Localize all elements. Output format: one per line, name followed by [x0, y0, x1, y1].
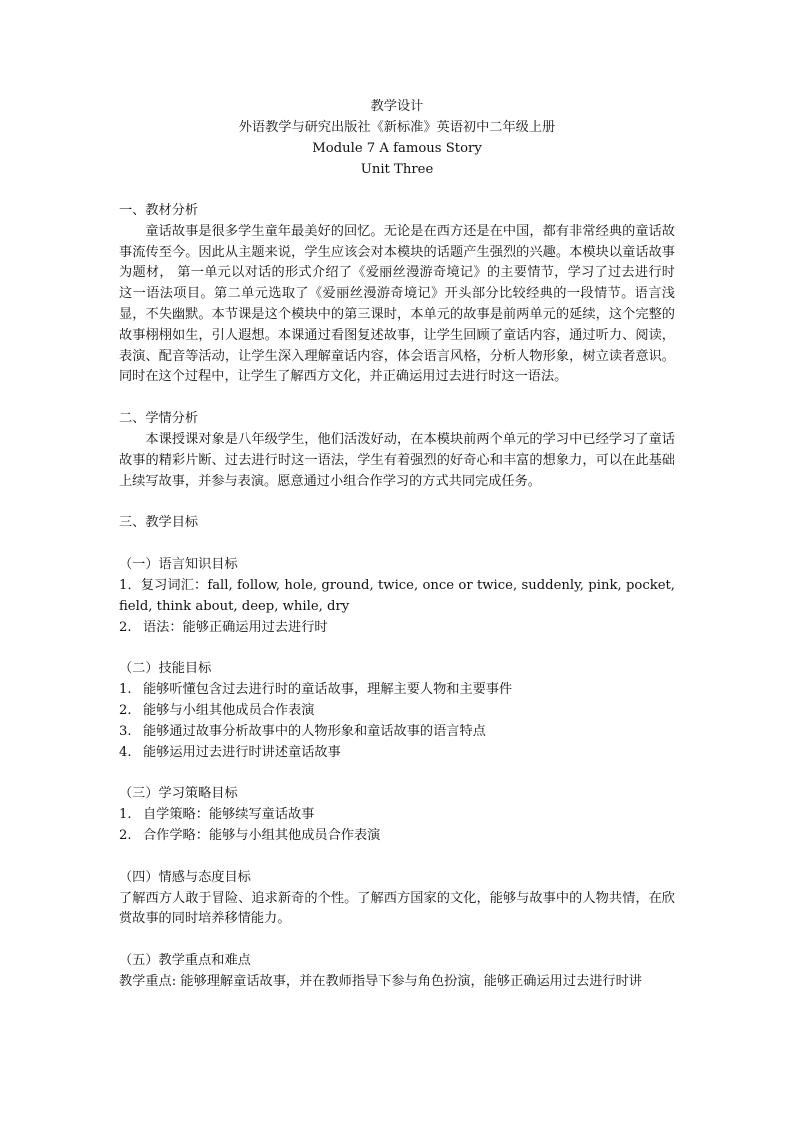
- list-number: 4.: [119, 744, 132, 760]
- subsection-heading: （二）技能目标: [119, 661, 212, 677]
- subsection-body: 了解西方人敢于冒险、追求新奇的个性。了解西方国家的文化，能够与故事中的人物共情，在欣赏故事的同时培养移情能力。: [119, 890, 675, 927]
- subsection-key-points: [119, 951, 675, 993]
- list-number: 2.: [119, 702, 132, 718]
- section-heading: 三、教学目标: [119, 515, 199, 531]
- list-item: [119, 680, 675, 701]
- list-text: 能够运用过去进行时讲述童话故事: [143, 744, 341, 760]
- subsection-body: 教学重点: 能够理解童话故事，并在教师指导下参与角色扮演，能够正确运用过去进行时讲: [119, 973, 642, 989]
- list-text: 能够通过故事分析故事中的人物形象和童话故事的语言特点: [143, 723, 486, 739]
- subsection-heading: （五）教学重点和难点: [119, 953, 251, 969]
- doc-title: 教学设计: [370, 99, 424, 114]
- doc-unit-line: Unit Three: [360, 162, 434, 177]
- list-item: [119, 701, 675, 722]
- section-body: 童话故事是很多学生童年最美好的回忆。无论是在西方还是在中国，都有非常经典的童话故事流传至今。因此从主题来说，学生应该会对本模块的话题产生强烈的兴趣。本模块以童话故事为题材， 第一单元以对话的形式介绍了《爱丽丝漫游奇境记》的主要情节，学习了过去进行时这一语法项目。第二单元选取了《爱丽丝漫游奇境记》开头部分比较经典的一段情节。语言浅显，不失幽默。本节课是这个模块中的第三课时，本单元的故事是前两单元的延续，这个完整的故事栩栩如生，引人遐想。本课通过看图复述故事，让学生回顾了童话内容，通过听力、阅读，表演、配音等活动，让学生深入理解童话内容，体会语言风格，分析人物形象，树立读者意识。同时在这个过程中，让学生了解西方文化，并正确运用过去进行时这一语法。: [119, 223, 675, 385]
- list-text: 能够与小组其他成员合作表演: [143, 702, 315, 718]
- doc-module-line: Module 7 A famous Story: [312, 141, 482, 156]
- list-item: [119, 722, 675, 743]
- section-teaching-objectives: [119, 513, 675, 992]
- subsection-emotion-attitude: [119, 868, 675, 930]
- list-item: [119, 826, 675, 847]
- subsection-skill-objectives: [119, 659, 675, 763]
- list-number: 3.: [119, 723, 132, 739]
- doc-publisher-line: 外语教学与研究出版社《新标准》英语初中二年级上册: [238, 120, 556, 135]
- list-number: 2.: [119, 619, 132, 635]
- list-number: 1.: [119, 807, 132, 823]
- list-text: 能够听懂包含过去进行时的童话故事，理解主要人物和主要事件: [143, 682, 513, 698]
- list-item: [119, 618, 675, 639]
- subsection-learning-strategy: [119, 784, 675, 846]
- list-text: 自学策略：能够续写童话故事: [143, 807, 315, 823]
- section-heading: 一、教材分析: [119, 203, 199, 218]
- list-item: [119, 805, 675, 826]
- subsection-heading: （三）学习策略目标: [119, 786, 238, 802]
- section-textbook-analysis: [119, 201, 675, 388]
- section-heading: 二、学情分析: [119, 411, 199, 427]
- list-item: [119, 743, 675, 764]
- section-body: 本课授课对象是八年级学生，他们活泼好动，在本模块前两个单元的学习中已经学习了童话故事的精彩片断、过去进行时这一语法，学生有着强烈的好奇心和丰富的想象力，可以在此基础上续写故事，并参与表演。愿意通过小组合作学习的方式共同完成任务。: [119, 431, 675, 489]
- document-header: [119, 96, 675, 180]
- subsection-language-knowledge: [119, 555, 675, 638]
- subsection-heading: （一）语言知识目标: [119, 557, 238, 573]
- subsection-heading: （四）情感与态度目标: [119, 869, 251, 885]
- list-text: 合作学略：能够与小组其他成员合作表演: [143, 827, 381, 843]
- list-number: 2.: [119, 827, 132, 843]
- list-text: 语法：能够正确运用过去进行时: [143, 619, 328, 635]
- section-student-analysis: [119, 409, 675, 492]
- list-number: 1.: [119, 682, 132, 698]
- vocab-list-item: 1．复习词汇：fall, follow, hole, ground, twice, once or twice, suddenly, pink, pocket, field, think about, deep, while, dry: [119, 577, 675, 614]
